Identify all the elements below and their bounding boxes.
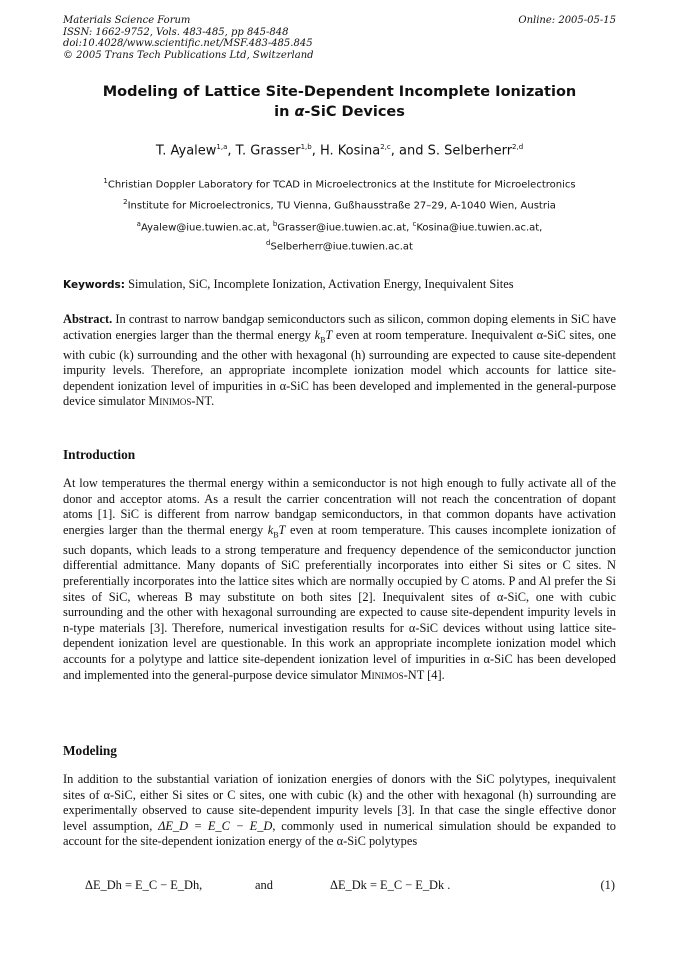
title-post: -SiC Devices bbox=[304, 104, 405, 120]
email-c-sup: c bbox=[412, 220, 417, 228]
model-text-1: In addition to the substantial variation of ionization energies of donors with the SiC polytypes, inequivalent sites of α-SiC, either Si sites or C sites, one with cubic (k) and the other with hexagonal (h) surrounding are experimentally observed to cause site-dependent impurity levels [3]. In that case the single effective donor level assumption, bbox=[63, 772, 616, 833]
title-alpha: α bbox=[294, 104, 305, 120]
intro-simulator: Minimos bbox=[360, 667, 404, 682]
title-line-1: Modeling of Lattice Site-Dependent Incomplete Ionization bbox=[102, 84, 577, 100]
intro-k: k bbox=[267, 522, 274, 537]
abstract-text-1: In contrast to narrow bandgap semiconductors such as silicon, common doping elements in SiC have activation energies larger than the thermal energy bbox=[63, 312, 617, 342]
journal-name: Materials Science Forum bbox=[63, 15, 191, 26]
affiliation-1 bbox=[63, 175, 616, 191]
author-4-sup: 2,d bbox=[512, 143, 524, 151]
keywords-label: Keywords: bbox=[63, 279, 125, 291]
abstract-text-2: even at room temperature. Inequivalent α-SiC sites, one with cubic (k) surrounding and the other with hexagonal (h) surrounding are expected to cause site-dependent impurity levels. Therefore, an appropriate incomplete ionization model which accounts for lattice site-dependent ionization level of impurities in α-SiC has been developed and implemented in the general-purpose device simulator bbox=[63, 327, 616, 409]
journal-issn: ISSN: 1662-9752, Vols. 483-485, pp 845-848 bbox=[63, 26, 289, 38]
email-a-sup: a bbox=[136, 220, 141, 228]
aff-2-text: Institute for Microelectronics, TU Vienna, Gußhausstraße 27–29, A-1040 Wien, Austria bbox=[127, 200, 556, 212]
eq-and: and bbox=[255, 878, 273, 892]
eq-number: (1) bbox=[600, 878, 615, 892]
author-3-sup: 2,c bbox=[380, 143, 391, 151]
abstract-simulator: Minimos bbox=[148, 394, 192, 409]
keywords bbox=[63, 277, 616, 292]
eq-right: ΔE_Dk = E_C − E_Dk . bbox=[330, 878, 451, 892]
abstract-label: Abstract. bbox=[63, 312, 113, 326]
intro-k-sub: B bbox=[273, 530, 279, 540]
email-list bbox=[63, 218, 616, 254]
title-line-2 bbox=[63, 102, 616, 122]
modeling-paragraph bbox=[63, 772, 616, 850]
affiliation-2 bbox=[63, 196, 616, 212]
model-text-2: , commonly used in numerical simulation should be expanded to account for the site-dependent ionization energy of the α-SiC polytypes bbox=[63, 818, 616, 849]
journal-copyright: © 2005 Trans Tech Publications Ltd, Switzerland bbox=[63, 49, 314, 61]
title-pre: in bbox=[274, 104, 295, 120]
author-4: S. Selberherr bbox=[427, 143, 513, 159]
author-2: T. Grasser bbox=[235, 143, 301, 159]
intro-end: -NT [4]. bbox=[403, 667, 445, 682]
author-2-sup: 1,b bbox=[300, 143, 312, 151]
eq-left: ΔE_Dh = E_C − E_Dh, bbox=[85, 878, 203, 892]
journal-header bbox=[63, 15, 616, 61]
abstract-end: -NT. bbox=[191, 394, 215, 409]
author-1: T. Ayalew bbox=[155, 143, 217, 159]
journal-doi[interactable]: doi:10.4028/www.scientific.net/MSF.483-485.845 bbox=[63, 38, 313, 49]
model-inline-equation: ΔE_D = E_C − E_D bbox=[158, 818, 273, 833]
email-d[interactable]: Selberherr@iue.tuwien.ac.at bbox=[270, 241, 413, 253]
author-sep: , and bbox=[390, 143, 428, 159]
abstract-k-sub: B bbox=[320, 335, 326, 345]
section-introduction: Introduction bbox=[63, 447, 136, 462]
author-sep: , bbox=[227, 143, 236, 159]
online-date: Online: 2005-05-15 bbox=[518, 15, 616, 26]
email-d-sup: d bbox=[266, 239, 271, 248]
keywords-text: Simulation, SiC, Incomplete Ionization, Activation Energy, Inequivalent Sites bbox=[128, 277, 514, 291]
author-3: H. Kosina bbox=[319, 143, 381, 159]
email-b-sup: b bbox=[272, 220, 278, 228]
email-a[interactable]: Ayalew@iue.tuwien.ac.at, bbox=[140, 222, 270, 234]
intro-paragraph bbox=[63, 476, 616, 683]
email-b[interactable]: Grasser@iue.tuwien.ac.at, bbox=[277, 222, 410, 234]
intro-text-2: even at room temperature. This causes incomplete ionization of such dopants, which leads to a strong temperature and frequency dependence of the semiconductor junction differential admittance. Many dopants of SiC preferentially incorporates into either Si sites or C sites. N preferentially incorporates into the lattice sites which are normally occupied by C atoms. P and Al prefer the Si sites of SiC, whereas B may substitute on both sites [2]. Inequivalent sites of α-SiC, one with cubic surrounding and the other with hexagonal surrounding are expected to cause site-dependent impurity levels in n-type materials [3]. Therefore, numerical investigation results for α-SiC devices without using lattice site-dependent ionization level are questionable. In this work an appropriate incomplete ionization model which accounts for a polytype and lattice site-dependent ionization level of impurities in α-SiC has been developed and implemented into the general-purpose device simulator bbox=[63, 522, 616, 682]
paper-title bbox=[63, 82, 616, 122]
section-modeling: Modeling bbox=[63, 743, 117, 758]
intro-text-1: At low temperatures the thermal energy within a semiconductor is not high enough to fully activate all of the donor and acceptor atoms. As a result the carrier concentration will not reach the concentration of dopant atoms [1]. SiC is different from narrow bandgap semiconductors, in that common dopants have activation energies larger than the thermal energy bbox=[63, 476, 616, 537]
email-c[interactable]: Kosina@iue.tuwien.ac.at, bbox=[416, 222, 543, 234]
intro-t: T bbox=[278, 522, 286, 537]
aff-1-sup: 1 bbox=[103, 177, 108, 185]
abstract bbox=[63, 312, 616, 410]
author-list bbox=[63, 143, 616, 158]
abstract-k: k bbox=[314, 327, 321, 342]
aff-2-sup: 2 bbox=[123, 198, 128, 206]
aff-1-text: Christian Doppler Laboratory for TCAD in Microelectronics at the Institute for Microelectronics bbox=[107, 179, 576, 191]
author-1-sup: 1,a bbox=[216, 143, 228, 151]
author-sep: , bbox=[311, 143, 320, 159]
abstract-t: T bbox=[325, 327, 333, 342]
